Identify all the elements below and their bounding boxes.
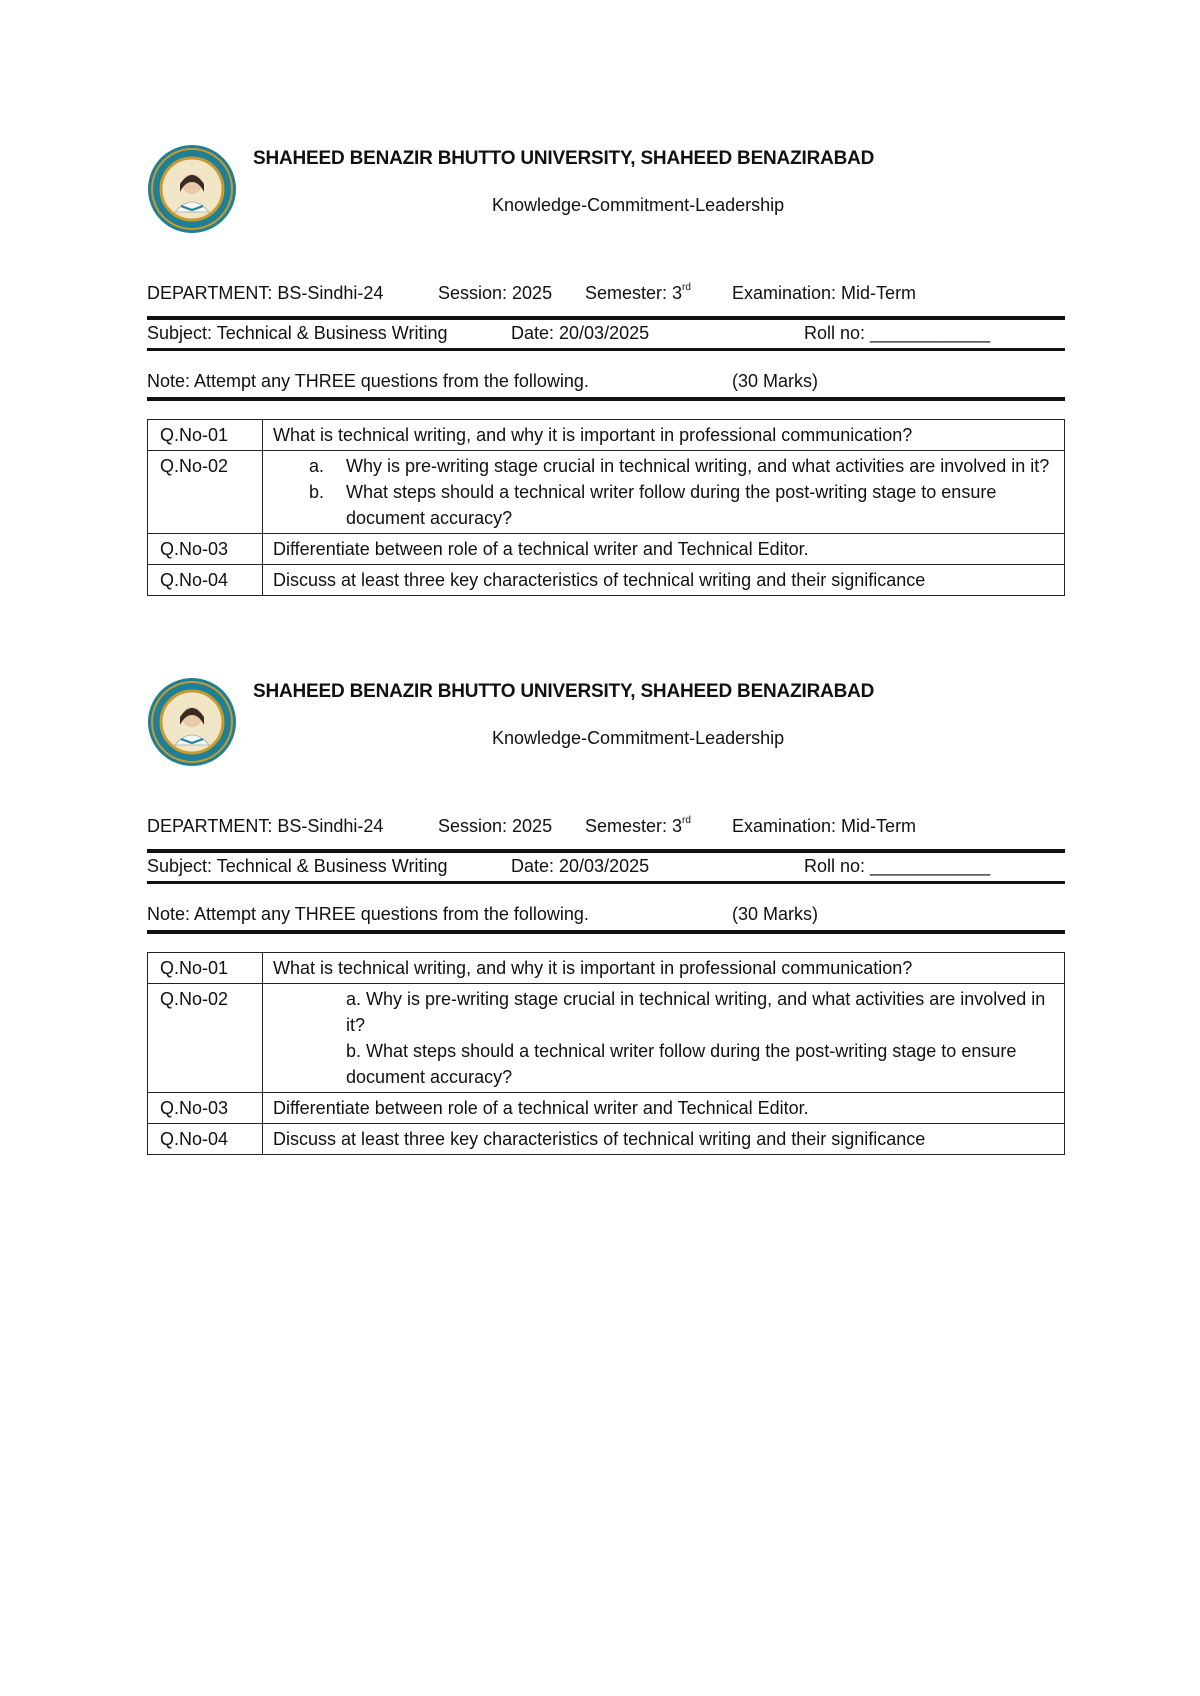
question-number: Q.No-02 [148,984,263,1093]
roll-number: Roll no: ____________ [804,856,991,876]
sub-question-text: What steps should a technical writer follow during the post-writing stage to ensure document accuracy? [346,1041,1017,1087]
subject-row [147,853,1065,881]
question-text: Discuss at least three key characteristics of technical writing and their significance [263,1124,1065,1155]
exam-date: Date: 20/03/2025 [511,323,650,343]
questions-table [147,952,1065,1155]
table-row [148,953,1065,984]
table-row [148,984,1065,1093]
exam-date: Date: 20/03/2025 [511,856,650,876]
list-item [273,453,1054,479]
divider [147,348,1065,351]
question-parts [263,984,1065,1093]
question-text: Differentiate between role of a technical writer and Technical Editor. [263,534,1065,565]
question-text: Differentiate between role of a technical writer and Technical Editor. [263,1093,1065,1124]
table-row [148,451,1065,534]
sub-question-text: Why is pre-writing stage crucial in technical writing, and what activities are involved in it? [346,456,1050,476]
question-number: Q.No-03 [148,534,263,565]
sub-question-list [273,986,1054,1090]
question-number: Q.No-04 [148,1124,263,1155]
semester-suffix: rd [682,282,691,293]
instructions-note: Note: Attempt any THREE questions from the following. [147,371,589,391]
sub-question-marker: b. [309,482,325,502]
semester-label: Semester: 3 [585,816,683,836]
question-text: What is technical writing, and why it is important in professional communication? [263,420,1065,451]
university-motto: Knowledge-Commitment-Leadership [492,728,785,748]
divider [147,881,1065,884]
sub-question-text: Why is pre-writing stage crucial in technical writing, and what activities are involved in it? [346,989,1046,1035]
exam-meta-row [147,283,1065,307]
roll-number: Roll no: ____________ [804,323,991,343]
session: Session: 2025 [438,283,553,303]
question-text: What is technical writing, and why it is important in professional communication? [263,953,1065,984]
subject: Subject: Technical & Business Writing [147,323,448,343]
sub-question-marker: b. [346,1041,362,1061]
question-number: Q.No-01 [148,953,263,984]
sub-question-text: What steps should a technical writer follow during the post-writing stage to ensure document accuracy? [346,482,997,528]
paper-header [147,673,1065,773]
question-parts [263,451,1065,534]
total-marks: (30 Marks) [732,904,819,924]
list-item [273,986,1054,1038]
session: Session: 2025 [438,816,553,836]
question-number: Q.No-04 [148,565,263,596]
semester-suffix: rd [682,815,691,826]
department: DEPARTMENT: BS-Sindhi-24 [147,816,384,836]
sub-question-list [273,453,1054,531]
exam-paper-1 [147,140,1065,596]
question-number: Q.No-02 [148,451,263,534]
question-number: Q.No-01 [148,420,263,451]
table-row [148,565,1065,596]
university-motto: Knowledge-Commitment-Leadership [492,195,785,215]
sub-question-marker: a. [309,456,325,476]
examination: Examination: Mid-Term [732,816,917,836]
university-name: SHAHEED BENAZIR BHUTTO UNIVERSITY, SHAHEED BENAZIRABAD [253,681,875,702]
instructions-row [147,371,1065,397]
table-row [148,420,1065,451]
list-item [273,479,1054,531]
department: DEPARTMENT: BS-Sindhi-24 [147,283,384,303]
university-seal-icon [147,144,237,234]
list-item [273,1038,1054,1090]
university-name: SHAHEED BENAZIR BHUTTO UNIVERSITY, SHAHEED BENAZIRABAD [253,148,875,169]
question-number: Q.No-03 [148,1093,263,1124]
university-seal-icon [147,677,237,767]
instructions-row [147,904,1065,930]
semester [585,283,691,304]
divider [147,397,1065,401]
exam-meta-row [147,816,1065,840]
exam-paper-2 [147,673,1065,1155]
table-row [148,1093,1065,1124]
question-text: Discuss at least three key characteristics of technical writing and their significance [263,565,1065,596]
total-marks: (30 Marks) [732,371,819,391]
subject-row [147,320,1065,348]
semester-label: Semester: 3 [585,283,683,303]
questions-table [147,419,1065,596]
divider [147,930,1065,934]
subject: Subject: Technical & Business Writing [147,856,448,876]
sub-question-marker: a. [346,989,362,1009]
semester [585,816,691,837]
table-row [148,534,1065,565]
instructions-note: Note: Attempt any THREE questions from the following. [147,904,589,924]
examination: Examination: Mid-Term [732,283,917,303]
table-row [148,1124,1065,1155]
paper-header [147,140,1065,240]
